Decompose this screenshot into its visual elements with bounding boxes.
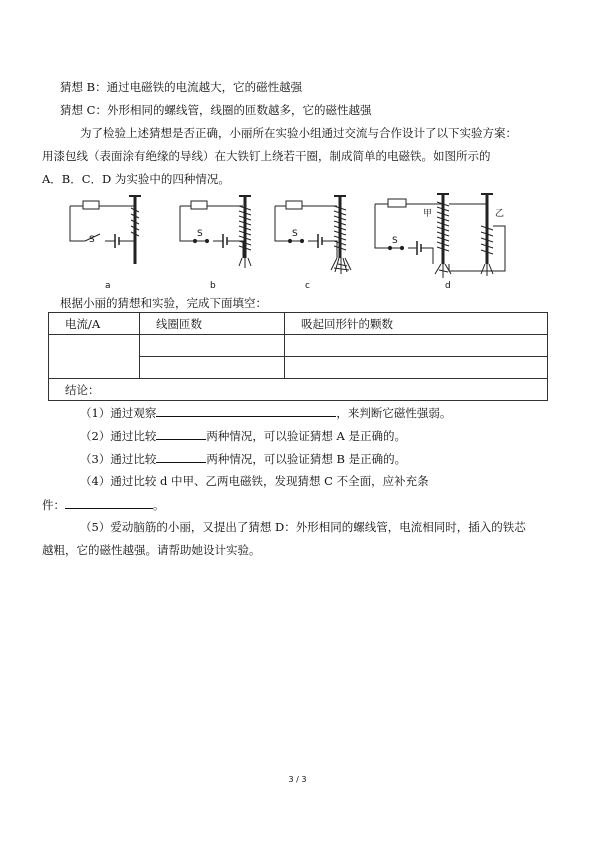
question-2-suffix: 两种情况，可以验证猜想 A 是正确的。	[206, 429, 406, 443]
figure-a	[70, 196, 141, 264]
figure-b	[180, 196, 251, 268]
experiment-figures	[55, 186, 525, 296]
conclusion-cell: 结论：	[49, 379, 548, 401]
question-4-suffix: 。	[153, 498, 165, 512]
question-5-line-2: 越粗，它的磁性越强。请帮助她设计实验。	[42, 543, 261, 557]
intro-line-3: A．B．C．D 为实验中的四种情况。	[42, 172, 230, 186]
right-nail-label: 乙	[495, 209, 505, 219]
answer-blank-1[interactable]	[156, 405, 336, 417]
header-coil-turns: 线圈匝数	[140, 313, 285, 335]
figure-c	[275, 196, 351, 274]
figure-label-d: d	[445, 281, 451, 291]
switch-label-d: S	[392, 236, 398, 246]
intro-line-1: 为了检验上述猜想是否正确，小丽所在实验小组通过交流与合作设计了以下实验方案：	[80, 126, 517, 140]
intro-line-2: 用漆包线（表面涂有绝缘的导线）在大铁钉上绕若干圈，制成简单的电磁铁。如图所示的	[42, 149, 491, 163]
table-intro: 根据小丽的猜想和实验，完成下面填空：	[60, 296, 267, 310]
conclusion-row	[49, 379, 548, 401]
question-1	[80, 405, 451, 420]
page-number: 3 / 3	[288, 775, 307, 784]
question-2	[80, 428, 406, 443]
hypothesis-c: 猜想 C：外形相同的螺线管，线圈的匝数越多，它的磁性越强	[60, 103, 372, 117]
question-1-prefix: （1）通过观察	[80, 406, 157, 420]
switch-label-c: S	[292, 229, 298, 239]
figure-label-b: b	[210, 281, 216, 291]
table-cell-current[interactable]	[49, 335, 140, 379]
question-4-line-2	[42, 497, 165, 512]
question-2-prefix: （2）通过比较	[80, 429, 157, 443]
table-cell-turns-1[interactable]	[140, 335, 285, 357]
answer-blank-4[interactable]	[65, 497, 153, 509]
table-cell-clips-2[interactable]	[285, 357, 548, 379]
left-nail-label: 甲	[423, 209, 433, 219]
question-3	[80, 451, 406, 466]
answer-blank-3[interactable]	[156, 451, 206, 463]
question-3-prefix: （3）通过比较	[80, 452, 157, 466]
experiment-figures-svg	[55, 186, 525, 296]
question-3-suffix: 两种情况，可以验证猜想 B 是正确的。	[206, 452, 407, 466]
header-current: 电流/A	[49, 313, 140, 335]
question-1-suffix: ，来判断它磁性强弱。	[336, 406, 452, 420]
results-table	[48, 312, 548, 401]
question-4-line-1: （4）通过比较 d 中甲、乙两电磁铁，发现猜想 C 不全面，应补充条	[80, 474, 429, 488]
header-paperclips: 吸起回形针的颗数	[285, 313, 548, 335]
table-header-row	[49, 313, 548, 335]
table-cell-turns-2[interactable]	[140, 357, 285, 379]
hypothesis-b: 猜想 B：通过电磁铁的电流越大，它的磁性越强	[60, 80, 303, 94]
switch-label-a: S	[89, 235, 95, 245]
figure-label-a: a	[105, 281, 111, 291]
question-4-prefix: 件：	[42, 498, 65, 512]
question-5-line-1: （5）爱动脑筋的小丽，又提出了猜想 D：外形相同的螺线管，电流相同时，插入的铁芯	[80, 520, 526, 534]
table-row	[49, 335, 548, 357]
switch-label-b: S	[197, 229, 203, 239]
figure-label-c: c	[305, 281, 310, 291]
answer-blank-2[interactable]	[156, 428, 206, 440]
table-cell-clips-1[interactable]	[285, 335, 548, 357]
